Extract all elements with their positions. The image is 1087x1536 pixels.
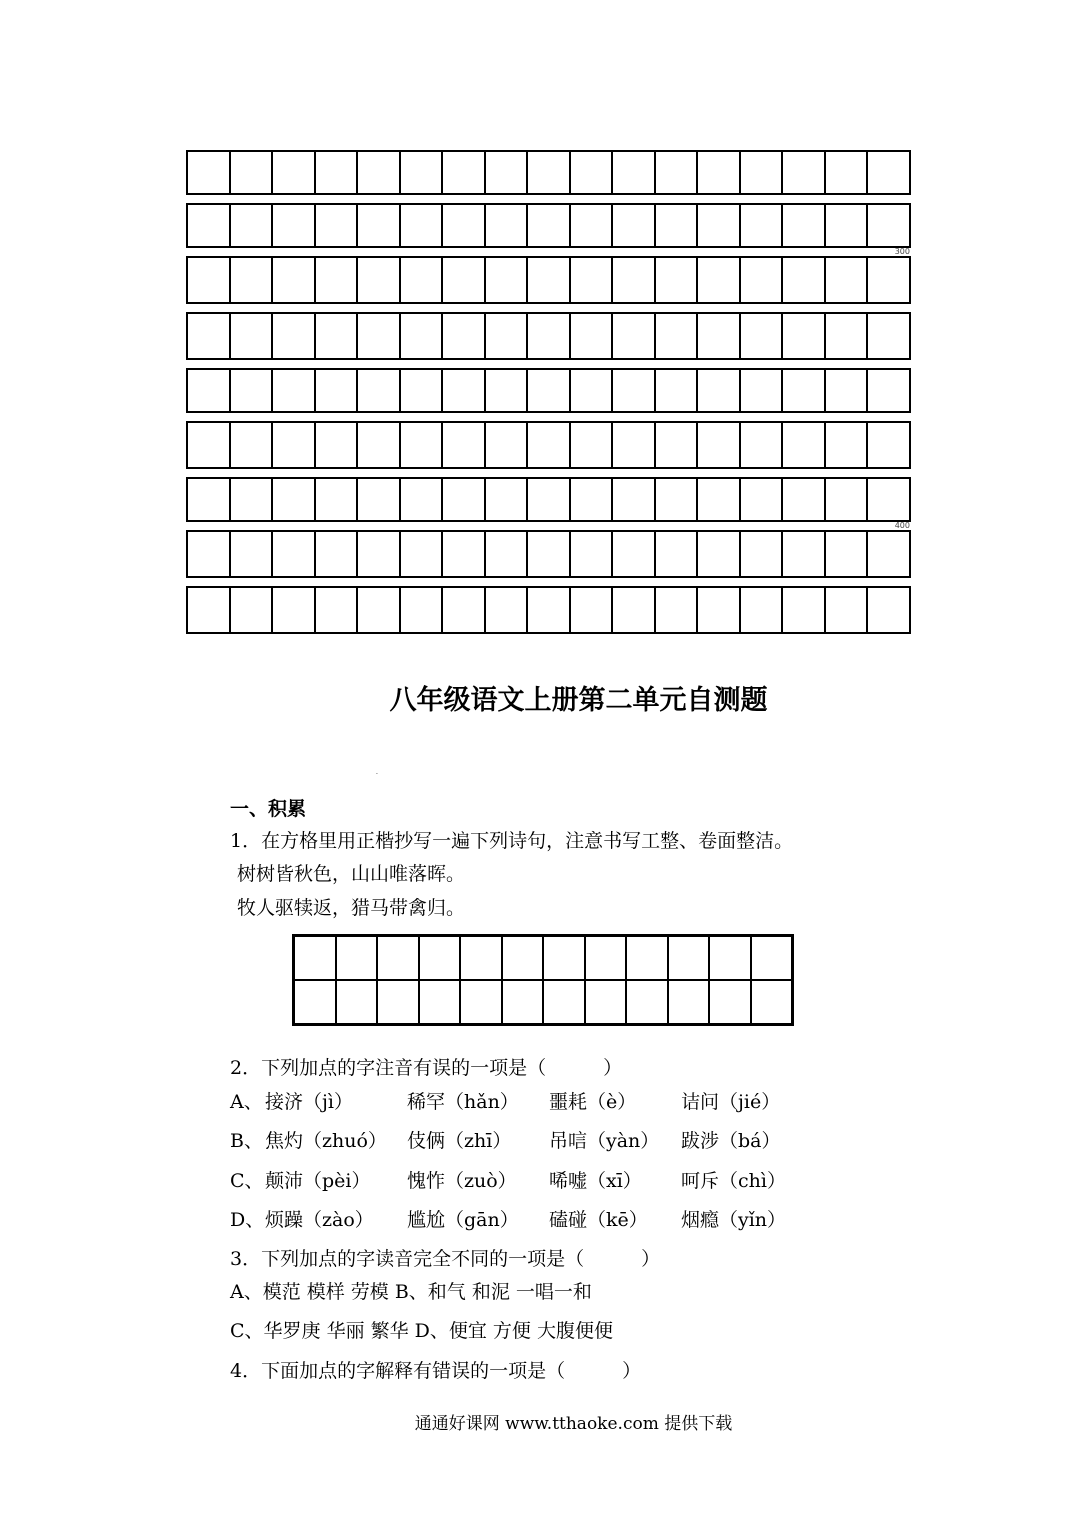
grid-cell — [357, 531, 400, 577]
grid-cell — [740, 151, 783, 194]
grid-gap — [187, 412, 910, 422]
grid-cell — [187, 369, 230, 412]
grid-cell — [187, 422, 230, 468]
grid-cell — [612, 422, 655, 468]
grid-cell — [230, 257, 273, 303]
grid-cell — [272, 204, 315, 247]
option-label: A、 — [230, 1091, 263, 1113]
grid-cell — [357, 313, 400, 359]
copy-grid-cell — [626, 936, 668, 981]
grid-cell — [867, 478, 910, 521]
grid-row — [187, 151, 910, 194]
grid-cell — [655, 151, 698, 194]
grid-cell — [315, 151, 358, 194]
copy-grid-cell — [751, 936, 793, 981]
grid-row — [187, 257, 910, 303]
question-3-prompt: 3．下列加点的字读音完全不同的一项是（ ） — [230, 1248, 661, 1270]
grid-cell — [782, 531, 825, 577]
grid-cell — [400, 531, 443, 577]
grid-cell — [230, 204, 273, 247]
grid-cell — [272, 257, 315, 303]
grid-cell — [655, 313, 698, 359]
grid-cell — [272, 531, 315, 577]
copy-grid-cell — [377, 936, 419, 981]
grid-cell — [442, 369, 485, 412]
grid-cell — [357, 257, 400, 303]
grid-cell — [485, 369, 528, 412]
option-item: 吊唁（yàn） — [549, 1130, 660, 1152]
grid-cell — [570, 313, 613, 359]
grid-cell — [485, 587, 528, 633]
grid-cell — [442, 151, 485, 194]
grid-cell — [612, 313, 655, 359]
grid-cell — [825, 478, 868, 521]
grid-cell — [357, 204, 400, 247]
grid-cell — [485, 313, 528, 359]
grid-cell — [612, 151, 655, 194]
grid-cell — [315, 257, 358, 303]
grid-gap — [187, 194, 910, 204]
grid-cell — [867, 257, 910, 303]
grid-cell — [442, 204, 485, 247]
grid-cell — [570, 531, 613, 577]
grid-cell — [655, 257, 698, 303]
grid-cell — [825, 422, 868, 468]
grid-cell — [697, 369, 740, 412]
grid-row — [187, 369, 910, 412]
grid-cell — [400, 478, 443, 521]
option-item: 呵斥（chì） — [681, 1170, 786, 1192]
grid-cell — [442, 313, 485, 359]
option-item: 焦灼（zhuó） — [265, 1130, 387, 1152]
question-2-prompt: 2．下列加点的字注音有误的一项是（ ） — [230, 1057, 623, 1079]
grid-cell — [825, 313, 868, 359]
grid-cell — [570, 587, 613, 633]
grid-cell — [357, 369, 400, 412]
grid-cell — [357, 422, 400, 468]
poem-line-2: 牧人驱犊返，猎马带禽归。 — [237, 897, 466, 919]
grid-cell — [485, 422, 528, 468]
grid-cell — [527, 369, 570, 412]
question-3-row-1: A、模范 模样 劳模 B、和气 和泥 一唱一和 — [230, 1281, 592, 1303]
grid-cell — [740, 422, 783, 468]
grid-cell — [357, 151, 400, 194]
grid-gap — [187, 521, 910, 531]
page-title: 八年级语文上册第二单元自测题 — [389, 685, 768, 716]
grid-cell — [272, 422, 315, 468]
grid-cell — [527, 204, 570, 247]
grid-cell — [825, 587, 868, 633]
grid-cell — [527, 587, 570, 633]
copy-grid-cell — [543, 936, 585, 981]
grid-cell — [825, 151, 868, 194]
grid-cell — [187, 204, 230, 247]
grid-cell — [315, 313, 358, 359]
grid-cell — [570, 204, 613, 247]
grid-cell — [782, 257, 825, 303]
grid-cell — [612, 531, 655, 577]
grid-cell — [612, 478, 655, 521]
grid-cell — [740, 204, 783, 247]
grid-cell — [187, 151, 230, 194]
grid-cell — [527, 478, 570, 521]
copy-grid — [292, 934, 794, 1026]
grid-cell — [867, 531, 910, 577]
grid-cell — [272, 478, 315, 521]
grid-cell — [230, 531, 273, 577]
copy-grid-cell — [709, 980, 751, 1025]
grid-cell — [442, 257, 485, 303]
copy-grid-cell — [668, 936, 710, 981]
grid-cell — [527, 531, 570, 577]
grid-cell — [740, 369, 783, 412]
grid-cell — [400, 204, 443, 247]
option-item: 噩耗（è） — [549, 1091, 637, 1113]
copy-grid-row — [294, 936, 793, 981]
grid-cell — [527, 313, 570, 359]
grid-cell — [612, 257, 655, 303]
grid-cell — [400, 313, 443, 359]
option-item: 诘问（jié） — [681, 1091, 781, 1113]
grid-cell — [187, 313, 230, 359]
copy-grid-cell — [377, 980, 419, 1025]
grid-cell — [782, 204, 825, 247]
grid-gap — [187, 303, 910, 313]
grid-cell — [442, 422, 485, 468]
grid-cell — [400, 257, 443, 303]
grid-gap — [187, 359, 910, 369]
grid-cell — [740, 313, 783, 359]
grid-cell — [400, 422, 443, 468]
grid-cell — [740, 257, 783, 303]
grid-row — [187, 313, 910, 359]
grid-cell — [230, 369, 273, 412]
option-item: 尴尬（gān） — [407, 1209, 519, 1231]
option-item: 伎俩（zhī） — [407, 1130, 512, 1152]
grid-cell — [655, 204, 698, 247]
grid-row — [187, 478, 910, 521]
grid-cell — [485, 151, 528, 194]
grid-cell — [782, 313, 825, 359]
section-heading: 一、积累 — [230, 798, 307, 820]
copy-grid-row — [294, 980, 793, 1025]
grid-cell — [782, 151, 825, 194]
grid-cell — [655, 587, 698, 633]
grid-cell — [782, 369, 825, 412]
grid-cell — [697, 531, 740, 577]
grid-cell — [272, 369, 315, 412]
grid-row — [187, 587, 910, 633]
copy-grid-cell — [336, 980, 378, 1025]
copy-grid-cell — [502, 980, 544, 1025]
grid-cell — [230, 422, 273, 468]
word-count-marker: 400 — [894, 521, 910, 530]
copy-grid-cell — [294, 980, 336, 1025]
grid-row — [187, 422, 910, 468]
grid-cell — [697, 257, 740, 303]
question-4-prompt: 4．下面加点的字解释有错误的一项是（ ） — [230, 1360, 642, 1382]
grid-cell — [485, 478, 528, 521]
grid-cell — [230, 151, 273, 194]
grid-cell — [187, 257, 230, 303]
option-item: 接济（jì） — [265, 1091, 353, 1113]
grid-cell — [697, 587, 740, 633]
grid-cell — [400, 151, 443, 194]
copy-grid-cell — [751, 980, 793, 1025]
grid-cell — [570, 478, 613, 521]
grid-cell — [315, 422, 358, 468]
option-item: 烟瘾（yǐn） — [681, 1209, 787, 1231]
grid-cell — [400, 587, 443, 633]
option-item: 稀罕（hǎn） — [407, 1091, 519, 1113]
grid-cell — [442, 478, 485, 521]
grid-cell — [315, 204, 358, 247]
grid-row — [187, 204, 910, 247]
grid-cell — [825, 531, 868, 577]
copy-grid-cell — [502, 936, 544, 981]
option-label: B、 — [230, 1130, 263, 1152]
copy-grid-cell — [626, 980, 668, 1025]
poem-line-1: 树树皆秋色，山山唯落晖。 — [237, 863, 466, 885]
copy-grid-cell — [419, 936, 461, 981]
copy-grid-cell — [419, 980, 461, 1025]
grid-gap — [187, 468, 910, 478]
grid-cell — [867, 422, 910, 468]
grid-cell — [485, 257, 528, 303]
grid-cell — [187, 478, 230, 521]
grid-cell — [740, 587, 783, 633]
copy-grid-cell — [668, 980, 710, 1025]
grid-cell — [655, 531, 698, 577]
grid-cell — [867, 587, 910, 633]
grid-cell — [612, 369, 655, 412]
option-item: 唏嘘（xī） — [549, 1170, 642, 1192]
grid-cell — [867, 204, 910, 247]
grid-cell — [485, 204, 528, 247]
grid-cell — [867, 369, 910, 412]
grid-cell — [570, 151, 613, 194]
copy-grid-cell — [585, 980, 627, 1025]
grid-cell — [697, 151, 740, 194]
copy-grid-cell — [585, 936, 627, 981]
grid-cell — [230, 313, 273, 359]
option-item: 烦躁（zào） — [265, 1209, 374, 1231]
grid-gap — [187, 247, 910, 257]
grid-cell — [230, 478, 273, 521]
option-item: 颠沛（pèi） — [265, 1170, 371, 1192]
grid-cell — [315, 531, 358, 577]
grid-cell — [272, 151, 315, 194]
copy-grid-cell — [294, 936, 336, 981]
option-label: D、 — [230, 1209, 265, 1231]
grid-cell — [655, 422, 698, 468]
grid-cell — [612, 204, 655, 247]
grid-cell — [272, 587, 315, 633]
copy-grid-cell — [709, 936, 751, 981]
grid-cell — [697, 478, 740, 521]
grid-cell — [187, 587, 230, 633]
grid-cell — [315, 369, 358, 412]
grid-cell — [570, 369, 613, 412]
grid-cell — [697, 204, 740, 247]
option-item: 跋涉（bá） — [681, 1130, 781, 1152]
grid-cell — [315, 587, 358, 633]
grid-cell — [867, 313, 910, 359]
composition-grid — [186, 150, 911, 634]
copy-grid-cell — [336, 936, 378, 981]
grid-cell — [442, 587, 485, 633]
grid-cell — [442, 531, 485, 577]
grid-cell — [272, 313, 315, 359]
grid-cell — [867, 151, 910, 194]
word-count-marker: 300 — [894, 247, 910, 256]
grid-cell — [782, 478, 825, 521]
grid-cell — [697, 422, 740, 468]
copy-grid-cell — [460, 980, 502, 1025]
grid-cell — [740, 531, 783, 577]
grid-cell — [230, 587, 273, 633]
copy-grid-cell — [543, 980, 585, 1025]
grid-cell — [782, 422, 825, 468]
option-item: 愧怍（zuò） — [407, 1170, 517, 1192]
option-label: C、 — [230, 1170, 264, 1192]
option-item: 磕碰（kē） — [549, 1209, 648, 1231]
grid-cell — [357, 478, 400, 521]
grid-cell — [527, 151, 570, 194]
grid-cell — [357, 587, 400, 633]
grid-cell — [740, 478, 783, 521]
question-1-prompt: 1．在方格里用正楷抄写一遍下列诗句，注意书写工整、卷面整洁。 — [230, 830, 794, 852]
grid-cell — [782, 587, 825, 633]
grid-cell — [485, 531, 528, 577]
grid-cell — [612, 587, 655, 633]
grid-gap — [187, 577, 910, 587]
grid-row — [187, 531, 910, 577]
grid-cell — [655, 369, 698, 412]
grid-cell — [825, 257, 868, 303]
grid-cell — [697, 313, 740, 359]
grid-cell — [655, 478, 698, 521]
grid-cell — [315, 478, 358, 521]
copy-grid-cell — [460, 936, 502, 981]
grid-cell — [825, 204, 868, 247]
footer: 通通好课网 www.tthaoke.com 提供下载 — [414, 1414, 733, 1434]
grid-cell — [527, 257, 570, 303]
grid-cell — [825, 369, 868, 412]
grid-cell — [570, 422, 613, 468]
grid-cell — [570, 257, 613, 303]
question-3-row-2: C、华罗庚 华丽 繁华 D、便宜 方便 大腹便便 — [230, 1320, 613, 1342]
grid-cell — [527, 422, 570, 468]
grid-cell — [400, 369, 443, 412]
grid-cell — [187, 531, 230, 577]
stray-mark: . — [376, 769, 378, 776]
